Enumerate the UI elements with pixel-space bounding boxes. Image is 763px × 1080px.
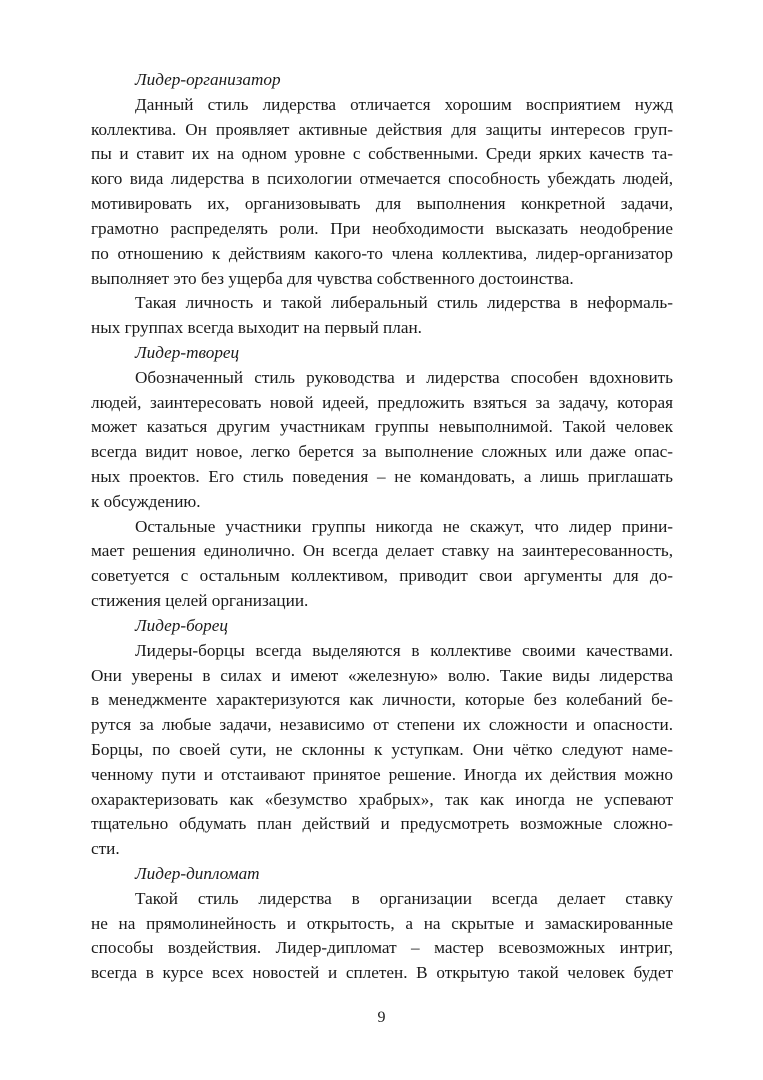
paragraph-line: Они уверены в силах и имеют «железную» волю. Такие виды лидерства xyxy=(91,665,673,685)
paragraph-line: коллектива. Он проявляет активные действия для защиты интересов груп- xyxy=(91,119,673,139)
page-number: 9 xyxy=(377,1009,386,1026)
paragraph-first-line: Остальные участники группы никогда не скажут, что лидер прини- xyxy=(135,516,673,536)
paragraph-line: ных группах всегда выходит на первый план. xyxy=(91,318,422,338)
section-heading: Лидер-борец xyxy=(135,615,228,635)
paragraph-first-line: Данный стиль лидерства отличается хорошим восприятием нужд xyxy=(135,94,673,114)
paragraph-first-line: Обозначенный стиль руководства и лидерства способен вдохновить xyxy=(135,367,673,387)
paragraph-line: кого вида лидерства в психологии отмечается способность убеждать людей, xyxy=(91,169,673,189)
paragraph-line: грамотно распределять роли. При необходимости высказать неодобрение xyxy=(91,218,673,238)
paragraph-line: может казаться другим участникам группы невыполнимой. Такой человек xyxy=(91,417,673,437)
paragraph-line: охарактеризовать как «безумство храбрых», так как иногда не успевают xyxy=(91,789,673,809)
paragraph-first-line: Такой стиль лидерства в организации всегда делает ставку xyxy=(135,888,673,908)
paragraph-line: ченному пути и отстаивают принятое решение. Иногда их действия можно xyxy=(91,764,673,784)
page-body xyxy=(91,68,673,986)
paragraph-line: в менеджменте характеризуются как личности, которые без колебаний бе- xyxy=(91,690,673,710)
paragraph-line: рутся за любые задачи, независимо от степени их сложности и опасности. xyxy=(91,715,673,735)
paragraph-line: сти. xyxy=(91,839,120,859)
paragraph-line: не на прямолинейность и открытость, а на скрытые и замаскированные xyxy=(91,913,673,933)
paragraph-line: по отношению к действиям какого-то члена коллектива, лидер-организатор xyxy=(91,243,673,263)
paragraph-line: советуется с остальным коллективом, приводит свои аргументы для до- xyxy=(91,566,673,586)
section-heading: Лидер-организатор xyxy=(135,70,281,89)
paragraph-first-line: Такая личность и такой либеральный стиль лидерства в неформаль- xyxy=(135,293,673,313)
section-heading: Лидер-дипломат xyxy=(135,864,260,883)
paragraph-line: всегда видит новое, легко берется за выполнение сложных или даже опас- xyxy=(91,442,673,462)
paragraph-line: ных проектов. Его стиль поведения – не командовать, а лишь приглашать xyxy=(91,467,673,486)
paragraph-line: выполняет это без ущерба для чувства собственного достоинства. xyxy=(91,268,574,288)
paragraph-line: людей, заинтересовать новой идеей, предложить взяться за задачу, которая xyxy=(91,392,673,412)
section-heading: Лидер-творец xyxy=(135,342,240,362)
paragraph-line: всегда в курсе всех новостей и сплетен. В открытую такой человек будет xyxy=(91,963,673,983)
paragraph-first-line: Лидеры-борцы всегда выделяются в коллективе своими качествами. xyxy=(135,640,673,660)
paragraph-line: пы и ставит их на одном уровне с собственными. Среди ярких качеств та- xyxy=(91,144,673,164)
paragraph-line: мает решения единолично. Он всегда делает ставку на заинтересованность, xyxy=(91,541,673,561)
paragraph-line: Борцы, по своей сути, не склонны к уступкам. Они чётко следуют наме- xyxy=(91,739,673,759)
paragraph-line: к обсуждению. xyxy=(91,491,201,511)
paragraph-line: тщательно обдумать план действий и предусмотреть возможные сложно- xyxy=(91,814,673,834)
paragraph-line: мотивировать их, организовывать для выполнения конкретной задачи, xyxy=(91,194,673,214)
paragraph-line: способы воздействия. Лидер-дипломат – мастер всевозможных интриг, xyxy=(91,938,673,958)
paragraph-line: стижения целей организации. xyxy=(91,591,309,611)
